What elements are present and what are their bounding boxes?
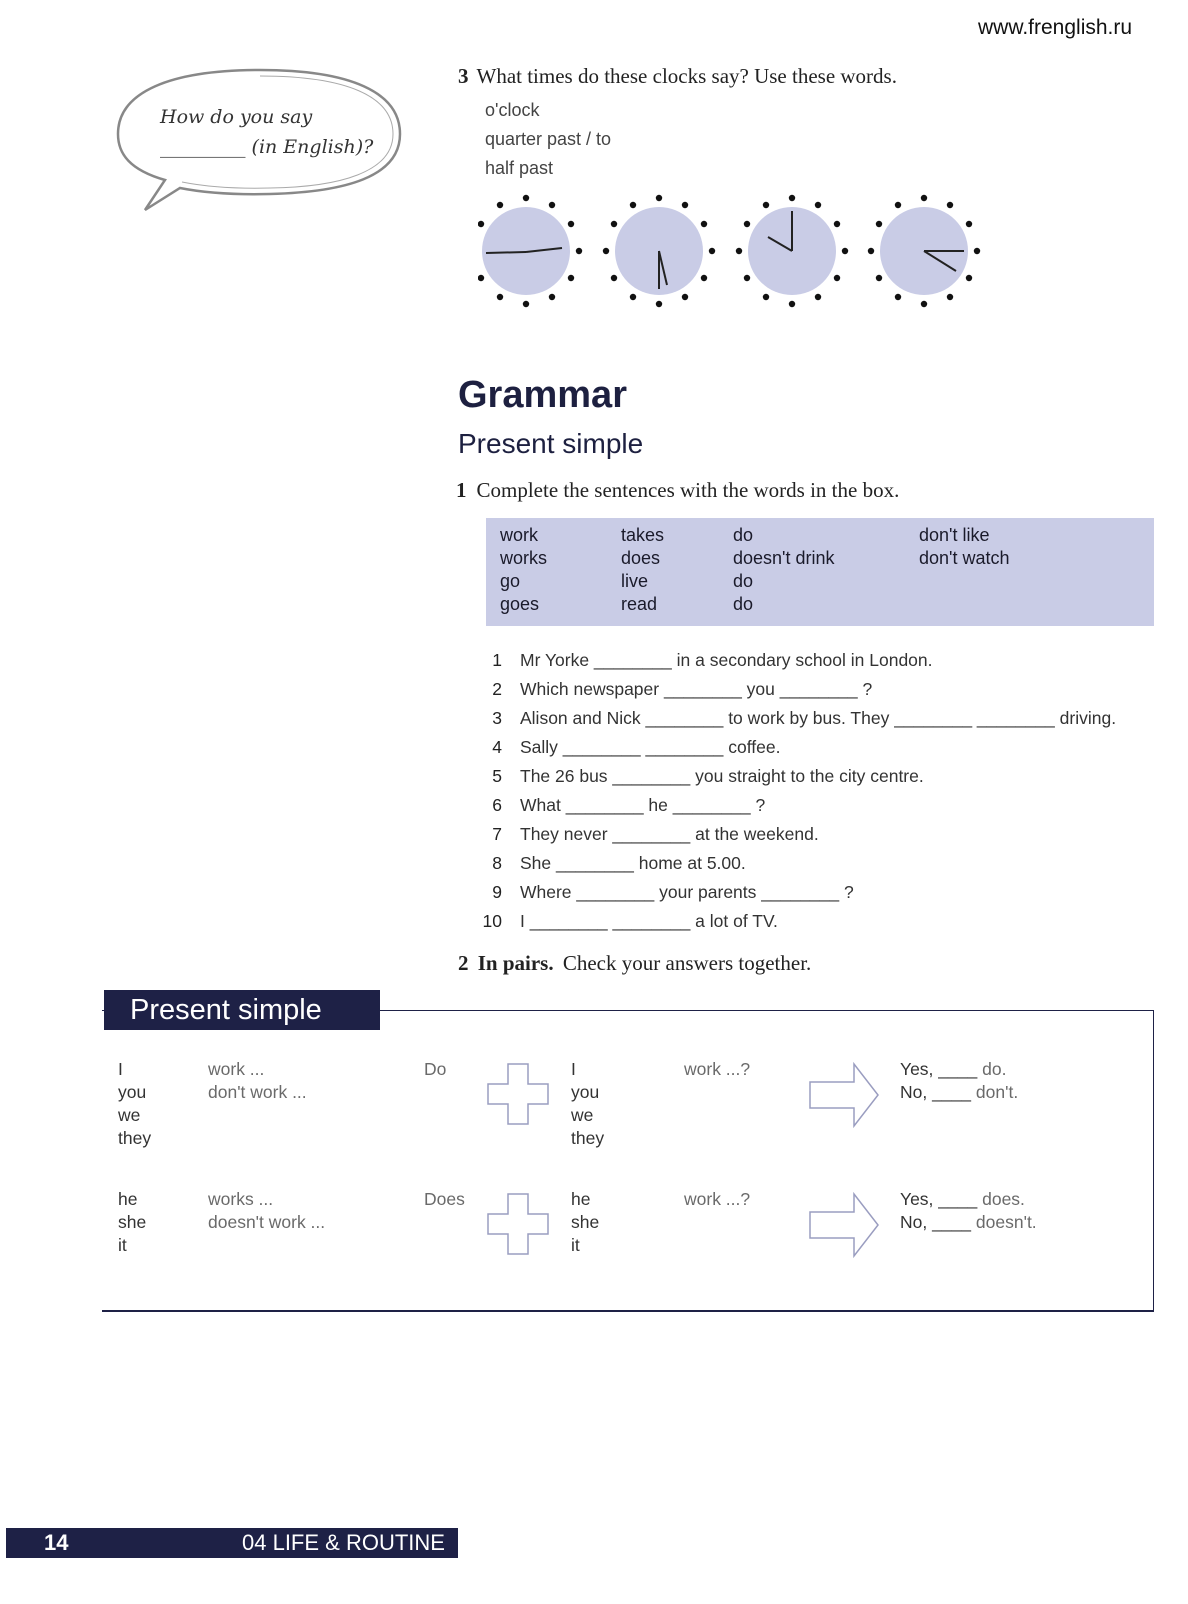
pronoun: I [571,1059,576,1079]
box-word: do [733,525,754,545]
pronoun: he [571,1189,591,1209]
pronoun: you [571,1082,600,1102]
clock-2 [603,195,715,307]
pronoun: it [118,1235,127,1255]
answer-blank: ____ [938,1059,978,1079]
answer-no [900,1211,1037,1234]
box-word: don't watch [919,548,1010,568]
word-item: half past [485,158,554,178]
sentence-text: They never ________ at the weekend. [520,824,819,844]
answer-yes [900,1058,1018,1081]
answer-tail: don't. [975,1082,1019,1102]
word-box-column-4 [919,524,1010,570]
bubble-text [160,102,373,162]
page-number: 14 [44,1530,69,1555]
unit-title: 04 LIFE & ROUTINE [242,1530,445,1555]
pronoun: she [571,1212,600,1232]
verb-form: works ... [208,1189,274,1209]
list-item [476,762,1176,791]
exercise-2-instruction [458,951,811,976]
sentence-number: 1 [492,650,502,670]
exercise-2-text: Check your answers together. [562,951,812,975]
sentence-text: Sally ________ ________ coffee. [520,737,781,757]
box-word: work [500,525,539,545]
sentence-text: Alison and Nick ________ to work by bus. They ________ ________ driving. [520,708,1117,728]
answer-tail: do. [982,1059,1007,1079]
list-item [476,820,1176,849]
exercise-1-text: Complete the sentences with the words in the box. [476,478,900,502]
row1-aux: Do [424,1059,447,1079]
arrow-right-icon [808,1192,880,1258]
pronoun: they [571,1128,605,1148]
box-word: read [621,594,658,614]
row1-answers [900,1058,1018,1104]
row2-aux: Does [424,1189,465,1209]
page-footer [6,1528,458,1558]
answer-tail: does. [982,1189,1025,1209]
sentence-text: I ________ ________ a lot of TV. [520,911,778,931]
list-item [476,907,1176,936]
row1-question-pronouns [571,1058,604,1150]
word-box-column-2 [621,524,664,616]
pronoun: it [571,1235,580,1255]
sentence-text: Which newspaper ________ you ________ ? [520,679,873,699]
sentence-number: 2 [492,679,502,699]
box-word: do [733,594,754,614]
row1-forms [208,1058,307,1104]
verb-form: don't work ... [208,1082,307,1102]
answer-lead: No, [900,1082,928,1102]
clock-row [478,190,1008,312]
clock-3 [736,195,848,307]
bubble-line-1: How do you say [160,106,313,128]
sentence-number: 10 [482,911,502,931]
arrow-right-icon [808,1062,880,1128]
clock-1 [478,195,582,307]
answer-blank: ____ [932,1082,972,1102]
sentence-text: Where ________ your parents ________ ? [520,882,854,902]
bubble-line-2: _________ (in English)? [160,136,374,158]
box-word: live [621,571,649,591]
pronoun: I [118,1059,123,1079]
answer-lead: No, [900,1212,928,1232]
answer-yes [900,1188,1037,1211]
row2-question-pronouns [571,1188,599,1257]
sentence-number: 9 [492,882,502,902]
answer-blank: ____ [938,1189,978,1209]
exercise-2-bold: In pairs. [477,951,554,975]
pronoun: she [118,1212,147,1232]
exercise-3-instruction [458,64,897,89]
pronoun: they [118,1128,152,1148]
present-simple-box-title: Present simple [104,990,380,1030]
exercise-3-word-list [485,96,611,183]
exercise-2-number: 2 [458,951,469,975]
sentence-text: What ________ he ________ ? [520,795,766,815]
box-word: works [500,548,548,568]
answer-blank: ____ [932,1212,972,1232]
present-simple-subheading: Present simple [458,428,644,459]
exercise-1-instruction [456,478,899,503]
sentence-number: 5 [492,766,502,786]
clock-4 [868,195,980,307]
pronoun: we [571,1105,594,1125]
exercise-3-text: What times do these clocks say? Use these words. [476,64,897,88]
word-box [486,518,1154,626]
box-word: does [621,548,661,568]
plus-icon [486,1062,550,1126]
verb-form: doesn't work ... [208,1212,326,1232]
list-item [476,849,1176,878]
word-item: o'clock [485,100,540,120]
list-item [476,675,1176,704]
word-box-column-3 [733,524,835,616]
answer-tail: doesn't. [975,1212,1037,1232]
exercise-3-number: 3 [458,64,469,88]
present-simple-box [102,1010,1154,1312]
answer-lead: Yes, [900,1189,934,1209]
row2-forms [208,1188,325,1234]
word-box-column-1 [500,524,547,616]
answer-no [900,1081,1018,1104]
box-word: go [500,571,521,591]
exercise-1-number: 1 [456,478,467,502]
sentence-text: The 26 bus ________ you straight to the city centre. [520,766,924,786]
sentence-text: Mr Yorke ________ in a secondary school in London. [520,650,933,670]
row2-question: work ...? [684,1189,751,1209]
box-word: goes [500,594,540,614]
grammar-heading: Grammar [458,374,627,416]
pronoun: we [118,1105,141,1125]
answer-lead: Yes, [900,1059,934,1079]
box-word: doesn't drink [733,548,835,568]
pronoun: you [118,1082,147,1102]
list-item [476,733,1176,762]
sentence-list [476,646,1176,936]
row1-pronouns [118,1058,151,1150]
verb-form: work ... [208,1059,265,1079]
sentence-text: She ________ home at 5.00. [520,853,746,873]
sentence-number: 6 [492,795,502,815]
sentence-number: 7 [492,824,502,844]
word-item: quarter past / to [485,129,612,149]
sentence-number: 8 [492,853,502,873]
list-item [476,878,1176,907]
website-url: www.frenglish.ru [978,16,1133,39]
pronoun: he [118,1189,138,1209]
sentence-number: 4 [492,737,502,757]
row2-answers [900,1188,1037,1234]
box-word: don't like [919,525,990,545]
list-item [476,704,1176,733]
plus-icon [486,1192,550,1256]
row2-pronouns [118,1188,146,1257]
row1-question: work ...? [684,1059,751,1079]
list-item [476,791,1176,820]
box-word: do [733,571,754,591]
box-word: takes [621,525,665,545]
sentence-number: 3 [492,708,502,728]
list-item [476,646,1176,675]
